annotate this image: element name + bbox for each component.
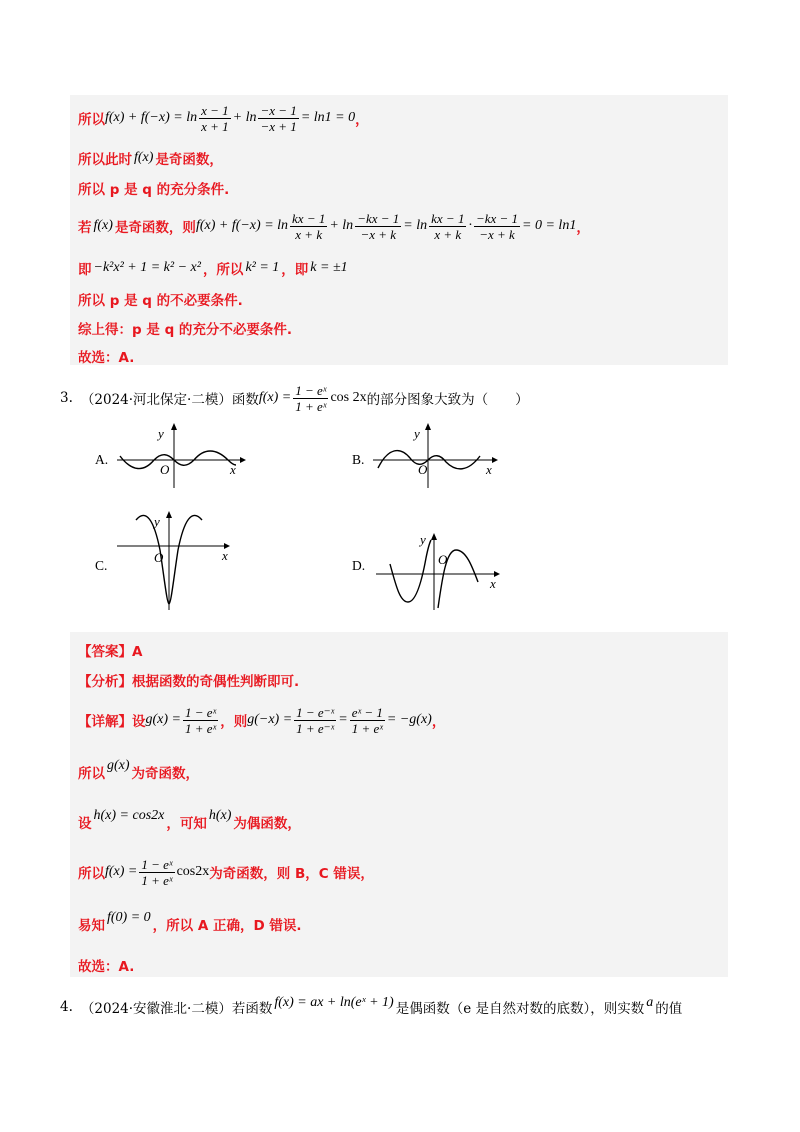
x-axis-arrow [240,457,246,463]
sol3-detail-4: 所以 f(x) = $\frac{\text{1 − eˣ}}{\text{1 + eˣ}}$ cos2x 为奇函数，则 B，C 错误， [78,856,374,888]
fraction: $\frac{x - 1}{x + 1}$ [201,102,229,134]
sol3-analysis: 【分析】根据函数的奇偶性判断即可. [78,674,300,690]
fraction: $\frac{kx - 1}{x + k}$ [292,210,326,242]
fraction: $\frac{\text{1 − eˣ}}{\text{1 + eˣ}}$ [141,856,173,888]
formula: f(x) + f(−x) = ln $\frac{kx - 1}{x + k}$ + ln $\frac{-kx - 1}{-x + k}$ = ln $\frac{kx - 1}{x + k}$ · $\frac{-kx - 1}{-x + k}$ = 0 = ln1 [195,210,577,242]
formula: f(x) = $\frac{\text{1 − eˣ}}{\text{1 + eˣ}}$ cos 2x [258,382,367,414]
y-label: y [154,514,160,529]
formula: f(x) [93,218,113,233]
sol2-line-4: 若 f(x) 是奇函数，则 f(x) + f(−x) = ln $\frac{kx - 1}{x + k}$ + ln $\frac{-kx - 1}{-x + k}$ = ln $\frac{kx - 1}{x + k}$ · $\frac{-kx - 1}{-x + k}$ = 0 = ln1 ， [78,210,590,242]
sol3-detail-5: 易知 f(0) = 0 ，所以 A 正确，D 错误. [78,910,302,934]
formula: k = ±1 [310,260,348,275]
x-axis-arrow [492,457,498,463]
formula: g(−x) = $\frac{\text{1 − e⁻ˣ}}{\text{1 + e⁻ˣ}}$ = $\frac{\text{eˣ − 1}}{\text{1 + eˣ}}$ = −g(x) [247,704,432,736]
x-label: x [230,462,236,477]
option-c-label: C. [95,558,108,573]
fraction: $\frac{-x - 1}{-x + 1}$ [260,102,297,134]
y-axis-arrow [431,533,437,540]
curve-d-left [390,540,431,602]
fraction: $\frac{-kx - 1}{-x + k}$ [475,210,519,242]
formula: k² = 1 [245,260,280,275]
graph-option-c [112,500,242,612]
y-axis-arrow [171,423,177,430]
sol2-line-3: 所以 p 是 q 的充分条件. [78,182,230,198]
formula: h(x) = cos2x [93,808,165,823]
formula: −k²x² + 1 = k² − x² [93,260,201,275]
formula: f(0) = 0 [107,910,151,925]
formula: f(x) [134,150,154,165]
origin-label: O [154,550,164,565]
x-label: x [490,576,496,591]
origin-label: O [160,462,170,477]
sol2-line-5: 即 −k²x² + 1 = k² − x² ，所以 k² = 1 ，即 k = ±1 [78,260,348,278]
fraction: $\frac{\text{1 − e⁻ˣ}}{\text{1 + e⁻ˣ}}$ [296,704,335,736]
fraction: $\frac{\text{eˣ − 1}}{\text{1 + eˣ}}$ [351,704,383,736]
fraction: $\frac{\text{1 − eˣ}}{\text{1 + eˣ}}$ [185,704,217,736]
option-b-label: B. [352,452,365,467]
sol2-line-7: 综上得：p 是 q 的充分不必要条件. [78,322,293,338]
x-label: x [222,548,228,563]
question-4-stem: 4. （2024·安徽淮北·二模）若函数 f(x) = ax + ln(eˣ + 1) 是偶函数（e 是自然对数的底数），则实数 a 的值 [60,995,683,1017]
fraction: $\frac{kx - 1}{x + k}$ [431,210,465,242]
option-d-label: D. [352,558,366,573]
y-label: y [158,426,164,441]
y-label: y [420,532,426,547]
formula: g(x) [107,758,130,773]
formula: f(x) + f(−x) = ln $\frac{x - 1}{x + 1}$ + ln $\frac{-x - 1}{-x + 1}$ = ln1 = 0 [105,102,356,134]
sol3-detail-6: 故选：A. [78,959,135,975]
sol3-answer: 【答案】A [78,644,143,660]
sol2-line-8: 故选：A. [78,350,135,366]
origin-label: O [418,462,428,477]
sol2-line-6: 所以 p 是 q 的不必要条件. [78,293,243,309]
formula: h(x) [208,808,232,823]
formula: f(x) = ax + ln(eˣ + 1) [274,995,394,1010]
fraction: $\frac{-kx - 1}{-x + k}$ [357,210,400,242]
origin-label: O [438,552,448,567]
formula: g(x) = $\frac{\text{1 − eˣ}}{\text{1 + eˣ}}$ [145,704,217,736]
formula: f(x) = $\frac{\text{1 − eˣ}}{\text{1 + eˣ}}$ cos2x [105,856,210,888]
question-3-stem: 3. （2024·河北保定·二模）函数 f(x) = $\frac{\text{1 − eˣ}}{\text{1 + eˣ}}$ cos 2x 的部分图象大致为（ ） [60,382,529,414]
graph-option-a [112,420,252,490]
graph-option-d [368,530,508,612]
fraction: $\frac{\text{1 − eˣ}}{\text{1 + eˣ}}$ [295,382,327,414]
sol2-line-2: 所以此时 f(x) 是奇函数， [78,150,223,168]
sol3-detail-1: 【详解】设 g(x) = $\frac{\text{1 − eˣ}}{\text{1 + eˣ}}$ ，则 g(−x) = $\frac{\text{1 − e⁻ˣ}}{\text{1 + e⁻ˣ}}$ = $\frac{\text{eˣ − 1}}{\text{1 + eˣ}}$ = −g(x) ， [78,704,446,736]
y-axis-arrow [166,511,172,518]
option-a-label: A. [95,452,109,467]
sol3-detail-3: 设 h(x) = cos2x ，可知 h(x) 为偶函数， [78,808,301,832]
y-axis-arrow [425,423,431,430]
sol3-detail-2: 所以 g(x) 为奇函数， [78,758,200,782]
x-label: x [486,462,492,477]
variable: a [646,995,654,1010]
sol2-line-1: 所以 f(x) + f(−x) = ln $\frac{x - 1}{x + 1}$ + ln $\frac{-x - 1}{-x + 1}$ = ln1 = 0 ， [78,102,369,134]
y-label: y [414,426,420,441]
graph-option-b [368,420,508,490]
